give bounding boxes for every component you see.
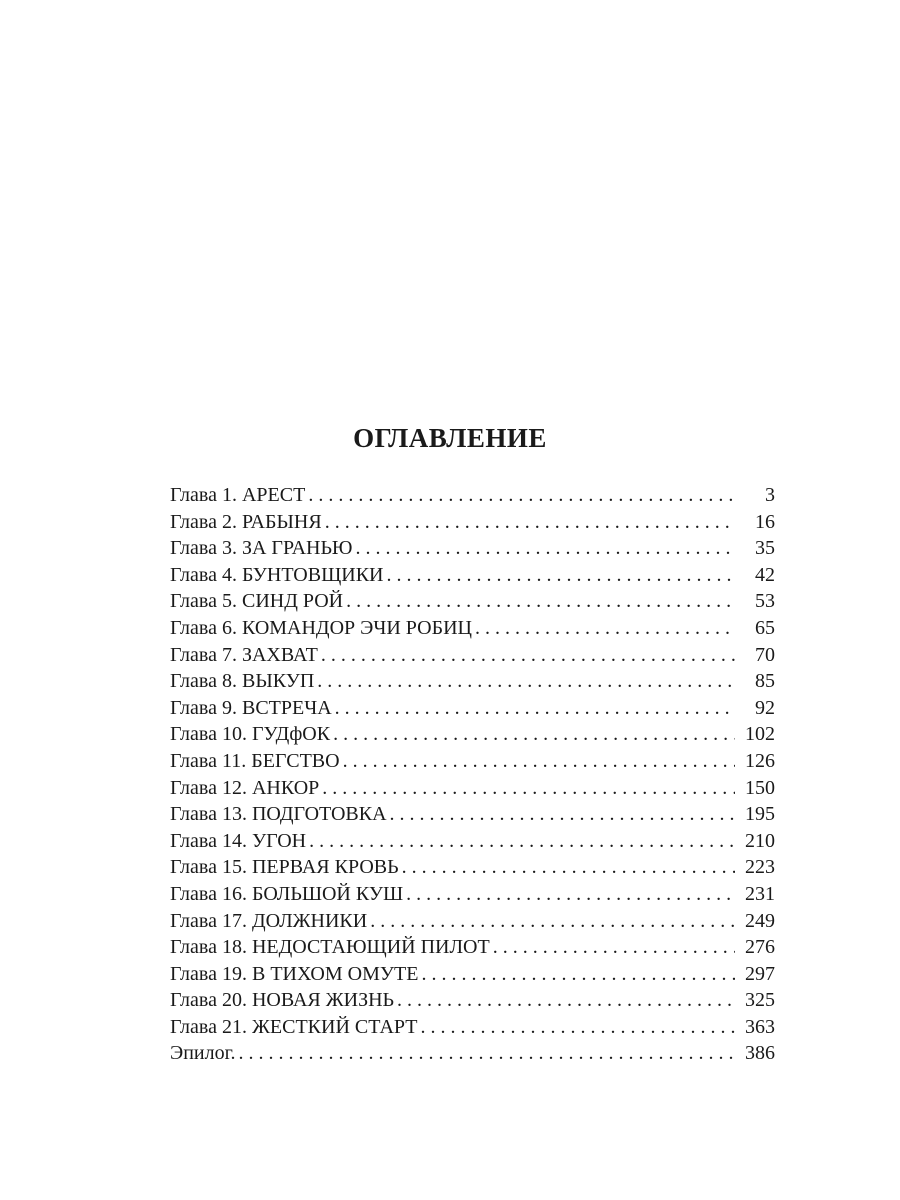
- toc-entry-page-number: 85: [755, 670, 775, 693]
- toc-entry-page-number: 249: [745, 909, 775, 932]
- toc-entry-label: Глава 6. КОМАНДОР ЭЧИ РОБИЦ: [170, 616, 472, 639]
- dot-leader: [406, 881, 735, 908]
- dot-leader: [322, 775, 735, 802]
- toc-entry-page-number: 35: [755, 537, 775, 560]
- toc-entry-page-number: 150: [745, 776, 775, 799]
- toc-entry-label: Глава 9. ВСТРЕЧА: [170, 696, 332, 719]
- toc-entry-page-number: 65: [755, 616, 775, 639]
- toc-entry: [170, 642, 775, 669]
- toc-entry-label: Глава 19. В ТИХОМ ОМУТЕ: [170, 962, 419, 985]
- toc-entry-page-number: 231: [745, 882, 775, 905]
- toc-entry-page-number: 297: [745, 962, 775, 985]
- toc-entry-label: Глава 18. НЕДОСТАЮЩИЙ ПИЛОТ: [170, 936, 490, 959]
- toc-entry: [170, 1040, 775, 1067]
- toc-entry: [170, 668, 775, 695]
- toc-entry-page-number: 42: [755, 563, 775, 586]
- toc-entry: [170, 881, 775, 908]
- dot-leader: [333, 721, 735, 748]
- toc-entry-page-number: 276: [745, 936, 775, 959]
- table-of-contents: [170, 482, 775, 1067]
- toc-entry: [170, 748, 775, 775]
- toc-entry-label: Глава 4. БУНТОВЩИКИ: [170, 563, 384, 586]
- toc-entry-page-number: 195: [745, 803, 775, 826]
- toc-entry-page-number: 223: [745, 856, 775, 879]
- toc-entry-page-number: 70: [755, 643, 775, 666]
- toc-entry-label: Глава 13. ПОДГОТОВКА: [170, 803, 387, 826]
- toc-entry-label: Эпилог.: [170, 1042, 236, 1065]
- toc-entry-label: Глава 5. СИНД РОЙ: [170, 590, 344, 613]
- dot-leader: [308, 482, 735, 509]
- toc-entry: [170, 987, 775, 1014]
- toc-entry-page-number: 363: [745, 1015, 775, 1038]
- dot-leader: [309, 828, 735, 855]
- toc-entry-label: Глава 2. РАБЫНЯ: [170, 510, 322, 533]
- toc-entry-label: Глава 3. ЗА ГРАНЬЮ: [170, 537, 353, 560]
- toc-entry-label: Глава 15. ПЕРВАЯ КРОВЬ: [170, 856, 399, 879]
- dot-leader: [420, 1014, 735, 1041]
- toc-entry: [170, 908, 775, 935]
- toc-entry-page-number: 92: [755, 696, 775, 719]
- toc-entry-label: Глава 12. АНКОР: [170, 776, 320, 799]
- dot-leader: [397, 987, 735, 1014]
- toc-entry: [170, 535, 775, 562]
- toc-entry-page-number: 53: [755, 590, 775, 613]
- toc-entry: [170, 615, 775, 642]
- toc-entry: [170, 961, 775, 988]
- dot-leader: [325, 509, 735, 536]
- toc-entry: [170, 721, 775, 748]
- dot-leader: [335, 695, 735, 722]
- page-title: ОГЛАВЛЕНИЕ: [353, 423, 547, 453]
- toc-entry: [170, 828, 775, 855]
- toc-entry: [170, 695, 775, 722]
- toc-entry: [170, 588, 775, 615]
- toc-entry-page-number: 386: [745, 1042, 775, 1065]
- toc-entry: [170, 775, 775, 802]
- dot-leader: [390, 801, 735, 828]
- toc-entry-page-number: 210: [745, 829, 775, 852]
- toc-entry: [170, 562, 775, 589]
- dot-leader: [321, 642, 735, 669]
- toc-entry-page-number: 16: [755, 510, 775, 533]
- dot-leader: [475, 615, 735, 642]
- toc-entry-label: Глава 21. ЖЕСТКИЙ СТАРТ: [170, 1015, 418, 1038]
- toc-entry-label: Глава 16. БОЛЬШОЙ КУШ: [170, 882, 404, 905]
- dot-leader: [387, 562, 736, 589]
- toc-entry-label: Глава 8. ВЫКУП: [170, 670, 315, 693]
- toc-entry-label: Глава 17. ДОЛЖНИКИ: [170, 909, 368, 932]
- toc-entry-label: Глава 11. БЕГСТВО: [170, 749, 340, 772]
- dot-leader: [346, 588, 735, 615]
- dot-leader: [239, 1040, 735, 1067]
- toc-entry-page-number: 3: [765, 484, 775, 506]
- dot-leader: [493, 934, 735, 961]
- dot-leader: [356, 535, 736, 562]
- toc-entry: [170, 854, 775, 881]
- toc-entry-page-number: 325: [745, 989, 775, 1012]
- dot-leader: [317, 668, 735, 695]
- toc-entry-label: Глава 10. ГУДфОК: [170, 723, 331, 746]
- toc-entry: [170, 482, 775, 509]
- toc-entry-label: Глава 20. НОВАЯ ЖИЗНЬ: [170, 989, 395, 1012]
- toc-entry: [170, 934, 775, 961]
- toc-entry: [170, 1014, 775, 1041]
- toc-entry: [170, 509, 775, 536]
- dot-leader: [343, 748, 735, 775]
- dot-leader: [370, 908, 735, 935]
- dot-leader: [402, 854, 735, 881]
- toc-entry-label: Глава 1. АРЕСТ: [170, 484, 306, 506]
- toc-entry-label: Глава 7. ЗАХВАТ: [170, 643, 318, 666]
- toc-entry-page-number: 126: [745, 749, 775, 772]
- toc-entry: [170, 801, 775, 828]
- toc-entry-page-number: 102: [745, 723, 775, 746]
- dot-leader: [421, 961, 735, 988]
- toc-entry-label: Глава 14. УГОН: [170, 829, 307, 852]
